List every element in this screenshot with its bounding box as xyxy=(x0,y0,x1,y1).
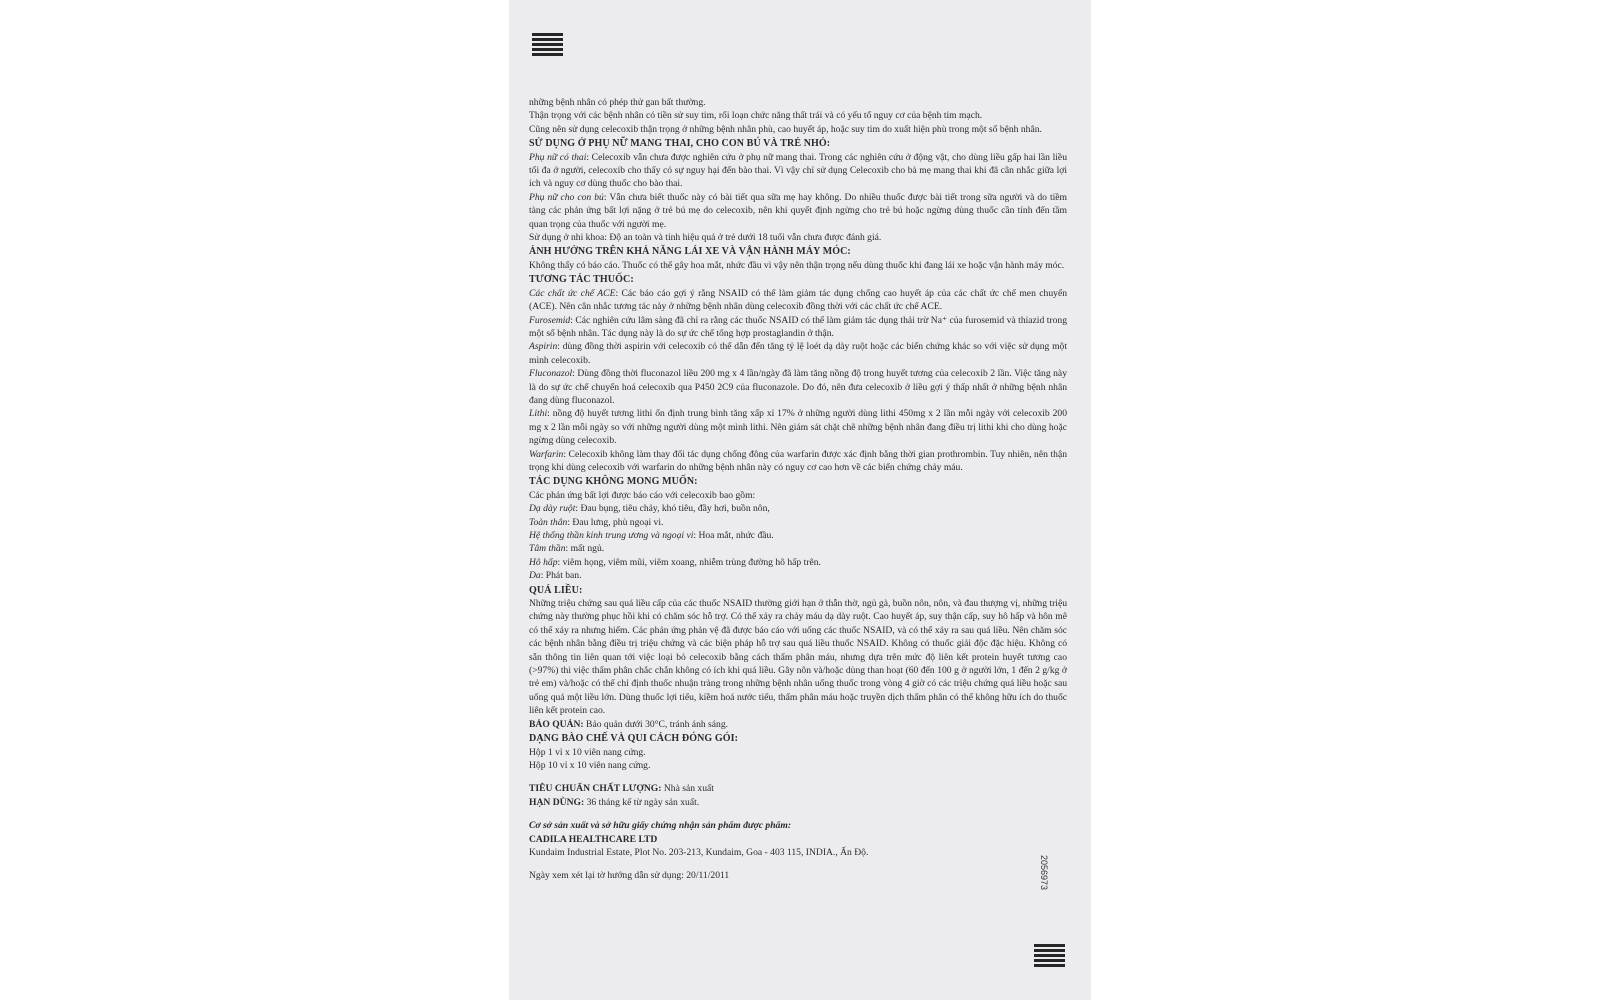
term-label: Dạ dày ruột xyxy=(529,503,576,515)
term-label: Phụ nữ cho con bú xyxy=(529,191,604,203)
storage-text: Bảo quản dưới 30°C, tránh ánh sáng. xyxy=(583,718,729,730)
section-heading-pregnancy: SỬ DỤNG Ở PHỤ NỮ MANG THAI, CHO CON BÚ VÀ TRẺ NHỎ: xyxy=(529,138,831,150)
interaction-item xyxy=(529,314,1067,341)
term-label: Aspirin xyxy=(529,341,558,353)
interaction-item xyxy=(529,367,1067,407)
manufacturer-name: CADILA HEALTHCARE LTD xyxy=(529,833,658,845)
term-text: : Celecoxib không làm thay đổi tác dụng chống đông của warfarin được xác định bằng thời gian prothrombin. Tuy nhiên, nên thận trọng khi dùng celecoxib với warfarin do những bệnh nhân này có nguy cơ cao hơn về các biến chứng chảy máu. xyxy=(529,448,1067,473)
packaging-item: Hộp 10 vỉ x 10 viên nang cứng. xyxy=(529,759,651,771)
term-text: : Hoa mắt, nhức đầu. xyxy=(693,530,774,541)
paragraph: Cũng nên sử dụng celecoxib thận trọng ở những bệnh nhân phù, cao huyết áp, hoặc suy tim do xuất hiện phù trong một số bệnh nhân. xyxy=(529,123,1042,135)
paragraph: những bệnh nhân có phép thử gan bất thường. xyxy=(529,97,706,108)
section-heading-driving: ẢNH HƯỞNG TRÊN KHẢ NĂNG LÁI XE VÀ VẬN HÀNH MÁY MÓC: xyxy=(529,246,851,258)
term-label: Fluconazol xyxy=(529,368,573,380)
storage-line xyxy=(529,718,1067,731)
expiry-text: 36 tháng kể từ ngày sản xuất. xyxy=(584,796,700,808)
adverse-item xyxy=(529,569,1067,582)
adverse-item xyxy=(529,529,1067,542)
barcode-marks-top xyxy=(532,33,563,58)
leaflet-sheet xyxy=(509,0,1091,1000)
section-heading-packaging: DẠNG BÀO CHẾ VÀ QUI CÁCH ĐÓNG GÓI: xyxy=(529,733,739,745)
manufacturer-title: Cơ sở sản xuất và sở hữu giấy chứng nhận sản phẩm được phẩm: xyxy=(529,820,792,832)
term-label: Hô hấp xyxy=(529,556,558,568)
interaction-item xyxy=(529,448,1067,475)
term-label: Phụ nữ có thai xyxy=(529,151,587,163)
storage-label: BẢO QUẢN: xyxy=(529,718,584,730)
packaging-item: Hộp 1 vỉ x 10 viên nang cứng. xyxy=(529,746,646,758)
term-label: Toàn thân xyxy=(529,516,568,528)
term-text: : Đau lưng, phù ngoại vi. xyxy=(567,516,664,528)
term-label: Lithi xyxy=(529,408,548,420)
overdose-paragraph: Những triệu chứng sau quá liều cấp của các thuốc NSAID thường giới hạn ở thẫn thờ, ngủ gà, buồn nôn, nôn, và đau thượng vị, những triệu chứng này thường phục hồi khi có chăm sóc hỗ trợ. Có thể xảy ra chảy máu dạ dày ruột. Cao huyết áp, suy thận cấp, suy hô hấp và hôn mê có thể xảy ra nhưng hiếm. Các phản ứng phản vệ đã được báo cáo với uống các thuốc NSAID, và có thể xảy ra sau quá liều. Nên chăm sóc các bệnh nhân bằng điều trị triệu chứng và các biện pháp hỗ trợ sau quá liều thuốc NSAID. Không có thuốc giải độc đặc hiệu. Không có sẵn thông tin liên quan tới việc loại bỏ celecoxib bằng cách thẩm phân máu, nhưng dựa trên mức độ liên kết protein huyết tương cao (>97%) thì việc thẩm phân chắc chắn không có ích khi quá liều. Gây nôn và/hoặc dùng than hoạt (60 đến 100 g ở người lớn, 1 đến 2 g/kg ở trẻ em) và/hoặc có thể chỉ định thuốc nhuận tràng trong những bệnh nhân uống thuốc trong vòng 4 giờ có các triệu chứng quá liều hoặc sau uống quá một liều lớn. Dùng thuốc lợi tiểu, kiềm hoá nước tiểu, thẩm phân máu hoặc truyền dịch thẩm phân có thể không hữu ích do thuốc liên kết protein cao. xyxy=(529,598,1067,717)
breastfeeding-paragraph xyxy=(529,191,1067,231)
adverse-item xyxy=(529,502,1067,515)
pregnancy-paragraph xyxy=(529,151,1067,191)
paragraph: Thận trọng với các bệnh nhân có tiền sử suy tim, rối loạn chức năng thất trái và có yếu tố nguy cơ của bệnh tim mạch. xyxy=(529,110,983,122)
driving-paragraph: Không thấy có báo cáo. Thuốc có thể gây hoa mắt, nhức đầu vì vậy nên thận trọng nếu dùng thuốc khi đang lái xe hoặc vận hành máy móc. xyxy=(529,259,1065,271)
term-text: : nồng độ huyết tương lithi ổn định trung bình tăng xấp xỉ 17% ở những người dùng lithi 450mg x 2 lần mỗi ngày với celecoxib 200 mg x 2 lần mỗi ngày so với những người dùng một mình lithi. Nên giám sát chặt chẽ những bệnh nhân đang điều trị lithi khi cho dùng hoặc ngừng dùng celecoxib. xyxy=(529,408,1067,447)
term-text: : Celecoxib vẫn chưa được nghiên cứu ở phụ nữ mang thai. Trong các nghiên cứu ở động vật, cho dùng liều gấp hai lần liều tối đa ở người, celecoxib cho thấy có sự nguy hại đến bào thai. Vì vậy chỉ sử dụng Celecoxib cho bà mẹ mang thai khi đã cân nhắc giữa lợi ích và nguy cơ dùng thuốc cho bào thai. xyxy=(529,151,1067,190)
term-text: : dùng đồng thời aspirin với celecoxib có thể dẫn đến tăng tỷ lệ loét dạ dày ruột hoặc các biến chứng khác so với việc sử dụng một mình celecoxib. xyxy=(529,341,1067,366)
term-label: Hệ thống thần kinh trung ương và ngoại vi xyxy=(529,530,694,541)
term-text: : Dùng đồng thời fluconazol liều 200 mg x 4 lần/ngày đã làm tăng nồng độ trong huyết tương của celecoxib 2 lần. Việc tăng này là do sự ức chế chuyển hoá celecoxib qua P450 2C9 của fluconazole. Do đó, nên đưa celecoxib ở liều gợi ý thấp nhất ở những bệnh nhân đang dùng fluconazol. xyxy=(529,368,1067,406)
term-label: Warfarin xyxy=(529,448,564,460)
quality-text: Nhà sản xuất xyxy=(661,783,714,795)
pediatric-paragraph: Sử dụng ở nhi khoa: Độ an toàn và tính hiệu quả ở trẻ dưới 18 tuổi vẫn chưa được đánh giá. xyxy=(529,232,882,244)
adverse-item xyxy=(529,542,1067,555)
term-text: : Vẫn chưa biết thuốc này có bài tiết qua sữa mẹ hay không. Do nhiều thuốc được bài tiết trong sữa người và do tiềm tàng các phản ứng bất lợi nặng ở trẻ bú mẹ do celecoxib, nên khi quyết định ngừng cho trẻ bú hoặc ngừng dùng thuốc cần tính đến tầm quan trọng của thuốc với người mẹ. xyxy=(529,191,1067,230)
term-label: Tâm thần xyxy=(529,543,566,555)
quality-label: TIÊU CHUẨN CHẤT LƯỢNG: xyxy=(529,783,662,795)
term-text: : Phát ban. xyxy=(540,570,582,582)
section-heading-adverse: TÁC DỤNG KHÔNG MONG MUỐN: xyxy=(529,476,698,488)
quality-line xyxy=(529,782,1067,795)
term-text: : mất ngủ. xyxy=(565,543,605,555)
adverse-item xyxy=(529,516,1067,529)
term-label: Các chất ức chế ACE xyxy=(529,287,616,299)
barcode-marks-bottom xyxy=(1034,944,1065,969)
adverse-intro: Các phản ứng bất lợi được báo cáo với celecoxib bao gồm: xyxy=(529,489,756,501)
leaflet-content xyxy=(529,96,1067,883)
term-label: Furosemid xyxy=(529,314,571,326)
manufacturer-address: Kundaim Industrial Estate, Plot No. 203-213, Kundaim, Goa - 403 115, INDIA., Ấn Độ. xyxy=(529,846,869,858)
term-text: : viêm họng, viêm mũi, viêm xoang, nhiễm trùng đường hô hấp trên. xyxy=(557,556,821,568)
adverse-item xyxy=(529,556,1067,569)
interaction-item xyxy=(529,407,1067,447)
term-text: : Các báo cáo gợi ý rằng NSAID có thể làm giảm tác dụng chống cao huyết áp của các chất ức chế men chuyển (ACE). Nên cân nhắc tương tác này ở những bệnh nhân dùng celecoxib đồng thời với các chất ức chế ACE. xyxy=(529,287,1067,313)
section-heading-overdose: QUÁ LIỀU: xyxy=(529,584,583,596)
term-text: : Các nghiên cứu lâm sàng đã chỉ ra rằng các thuốc NSAID có thể làm giảm tác dụng thải trừ Na⁺ của furosemid và thiazid trong một số bệnh nhân. Tác dụng này là do sự ức chế tổng hợp prostaglandin ở thận. xyxy=(529,314,1067,339)
expiry-label: HẠN DÙNG: xyxy=(529,796,585,808)
term-label: Da xyxy=(529,570,541,582)
revision-date: Ngày xem xét lại tờ hướng dẫn sử dụng: 20/11/2011 xyxy=(529,870,730,882)
interaction-item xyxy=(529,340,1067,367)
term-text: : Đau bụng, tiêu chảy, khó tiêu, đầy hơi, buồn nôn, xyxy=(575,503,770,515)
batch-code: 2056973 xyxy=(1039,855,1049,891)
expiry-line xyxy=(529,796,1067,809)
interaction-item xyxy=(529,287,1067,314)
section-heading-interactions: TƯƠNG TÁC THUỐC: xyxy=(529,274,634,286)
